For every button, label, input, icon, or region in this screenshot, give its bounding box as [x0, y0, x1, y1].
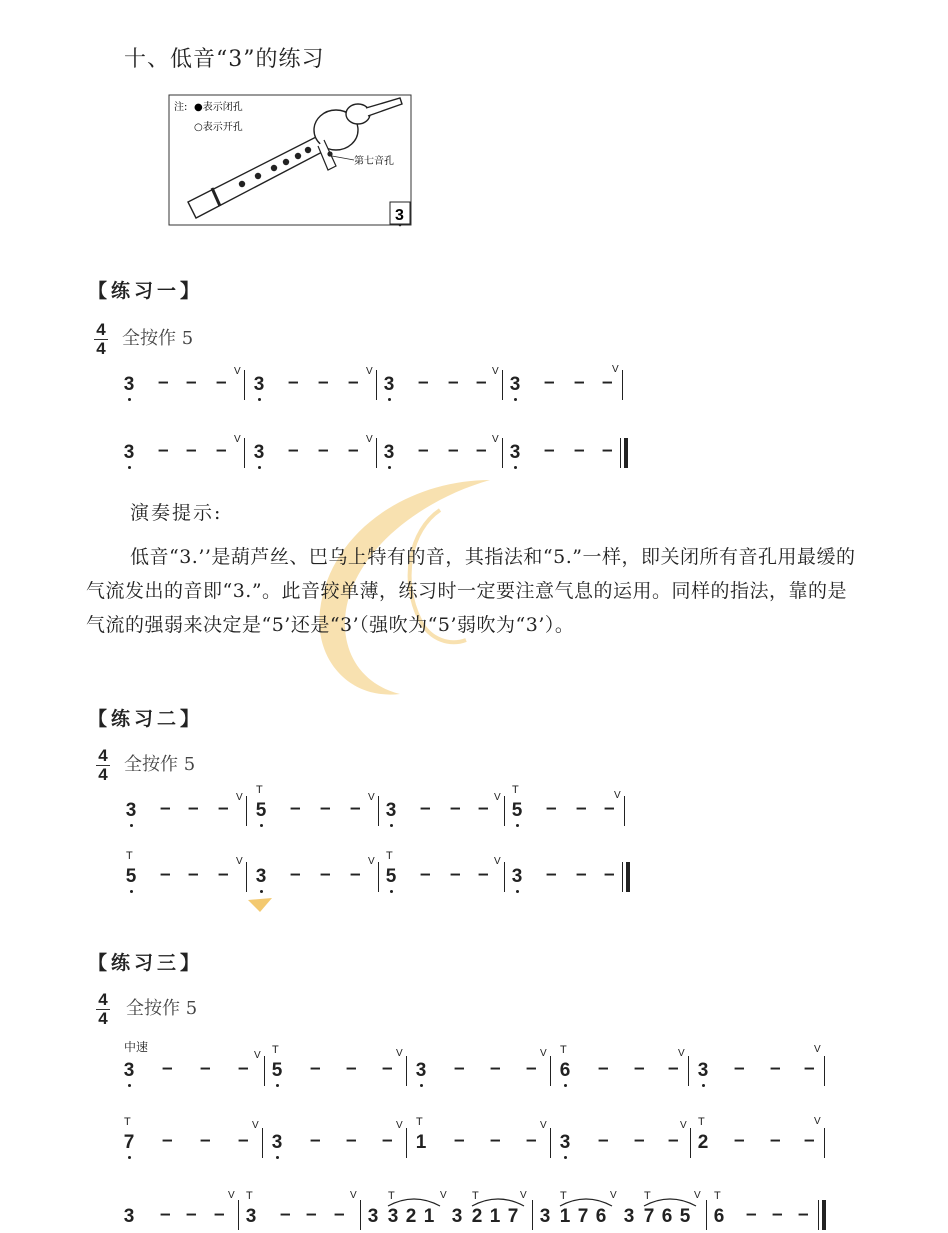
barline: [504, 796, 505, 826]
dash: –: [476, 440, 487, 461]
breath-mark: V: [366, 366, 373, 377]
note: 2 T: [471, 1190, 483, 1227]
note: 7: [577, 1206, 589, 1227]
dash: –: [420, 798, 431, 819]
breath-mark: V: [236, 856, 243, 867]
note: 1 T: [415, 1116, 427, 1153]
barline: [532, 1200, 533, 1230]
note: 3: [124, 800, 138, 822]
note: 3: [254, 866, 268, 888]
dash: –: [186, 1204, 197, 1225]
dash: –: [418, 372, 429, 393]
meter-denominator: 4: [96, 339, 106, 358]
breath-mark: V: [368, 792, 375, 803]
dash: –: [288, 372, 299, 393]
dash: –: [490, 1130, 501, 1151]
note: 5 T: [510, 800, 524, 822]
page-title: 十、低音“3”的练习: [124, 47, 325, 72]
dash: –: [546, 798, 557, 819]
breath-mark: V: [494, 856, 501, 867]
dash: –: [350, 798, 361, 819]
breath-mark: V: [814, 1116, 821, 1127]
note: 3: [382, 442, 396, 464]
dash: –: [162, 1058, 173, 1079]
note: 3: [623, 1206, 635, 1227]
note: 3 T: [245, 1190, 257, 1227]
breath-mark: V: [236, 792, 243, 803]
breath-mark: V: [520, 1190, 527, 1201]
dash: –: [448, 440, 459, 461]
breath-mark: V: [678, 1048, 685, 1059]
dash: –: [238, 1130, 249, 1151]
barline: [238, 1200, 239, 1230]
dash: –: [188, 798, 199, 819]
dash: –: [188, 864, 199, 885]
tips-heading: 演奏提示:: [130, 502, 223, 524]
barline: [502, 438, 503, 468]
note: 3: [382, 374, 396, 396]
legend-prefix: 注:: [174, 102, 188, 113]
dash: –: [450, 798, 461, 819]
note: 3: [367, 1206, 379, 1227]
dash: –: [218, 798, 229, 819]
note: 7: [507, 1206, 519, 1227]
dash: –: [288, 440, 299, 461]
breath-mark: V: [814, 1044, 821, 1055]
dash: –: [602, 440, 613, 461]
note: 3: [508, 442, 522, 464]
dash: –: [734, 1058, 745, 1079]
dash: –: [746, 1204, 757, 1225]
note: 3: [558, 1132, 572, 1154]
breath-mark: V: [614, 790, 621, 801]
note: 3: [539, 1206, 551, 1227]
note: 3: [252, 374, 266, 396]
hulusi-fingering-diagram: [168, 94, 413, 228]
note: 1: [489, 1206, 501, 1227]
dash: –: [478, 864, 489, 885]
legend-open: ○表示开孔: [194, 122, 243, 133]
dash: –: [280, 1204, 291, 1225]
final-barline: [818, 1200, 826, 1230]
dash: –: [318, 372, 329, 393]
dash: –: [218, 864, 229, 885]
note: 6 T: [713, 1190, 725, 1227]
meter-denominator: 4: [98, 765, 108, 784]
note: 1 T: [559, 1190, 571, 1227]
watermark-fragment: [248, 898, 272, 912]
dash: –: [544, 440, 555, 461]
exercise3-heading: 【练习三】: [88, 952, 204, 974]
dash: –: [526, 1058, 537, 1079]
dash: –: [382, 1058, 393, 1079]
dash: –: [158, 372, 169, 393]
exercise1-fingering: 全按作 5: [122, 328, 194, 349]
barline: [502, 370, 503, 400]
barline: [378, 796, 379, 826]
note: 5: [679, 1206, 691, 1227]
note: 3: [123, 1206, 135, 1227]
barline: [690, 1128, 691, 1158]
dash: –: [310, 1058, 321, 1079]
dash: –: [290, 864, 301, 885]
barline: [706, 1200, 707, 1230]
dash: –: [634, 1058, 645, 1079]
barline: [376, 370, 377, 400]
exercise3-fingering: 全按作 5: [126, 998, 198, 1019]
dash: –: [478, 798, 489, 819]
note: 3: [696, 1060, 710, 1082]
dash: –: [334, 1204, 345, 1225]
barline: [406, 1056, 407, 1086]
dash: –: [576, 798, 587, 819]
breath-mark: V: [440, 1190, 447, 1201]
meter-numerator: 4: [98, 990, 108, 1009]
final-barline: [620, 438, 628, 468]
note: 3: [384, 800, 398, 822]
breath-mark: V: [494, 792, 501, 803]
note: 7 T: [643, 1190, 655, 1227]
barline: [688, 1056, 689, 1086]
exercise2-time-signature: [96, 748, 110, 783]
note: 3: [252, 442, 266, 464]
barline: [550, 1128, 551, 1158]
exercise1-heading: 【练习一】: [88, 280, 204, 302]
breath-mark: V: [610, 1190, 617, 1201]
dash: –: [770, 1130, 781, 1151]
breath-mark: V: [540, 1120, 547, 1131]
breath-mark: V: [680, 1120, 687, 1131]
barline: [504, 862, 505, 892]
dash: –: [290, 798, 301, 819]
dash: –: [310, 1130, 321, 1151]
exercise3-time-signature: [96, 992, 110, 1027]
breath-mark: V: [252, 1120, 259, 1131]
breath-mark: V: [366, 434, 373, 445]
note: 3: [270, 1132, 284, 1154]
barline: [550, 1056, 551, 1086]
dash: –: [454, 1058, 465, 1079]
dash: –: [382, 1130, 393, 1151]
dash: –: [598, 1130, 609, 1151]
barline: [624, 796, 625, 826]
dash: –: [216, 372, 227, 393]
dash: –: [602, 372, 613, 393]
breath-mark: V: [234, 434, 241, 445]
breath-mark: V: [228, 1190, 235, 1201]
dash: –: [200, 1058, 211, 1079]
dash: –: [798, 1204, 809, 1225]
exercise2-heading: 【练习二】: [88, 708, 204, 730]
dash: –: [454, 1130, 465, 1151]
note: 3: [508, 374, 522, 396]
barline: [246, 862, 247, 892]
breath-mark: V: [396, 1120, 403, 1131]
meter-denominator: 4: [98, 1009, 108, 1028]
note: 3: [122, 374, 136, 396]
dash: –: [418, 440, 429, 461]
dash: –: [306, 1204, 317, 1225]
breath-mark: V: [368, 856, 375, 867]
note: 6: [595, 1206, 607, 1227]
note: 5 T: [270, 1060, 284, 1082]
breath-mark: V: [612, 364, 619, 375]
breath-mark: V: [492, 366, 499, 377]
dash: –: [490, 1058, 501, 1079]
dash: –: [804, 1058, 815, 1079]
barline: [246, 796, 247, 826]
barline: [376, 438, 377, 468]
dash: –: [574, 440, 585, 461]
breath-mark: V: [492, 434, 499, 445]
note: 7 T: [122, 1132, 136, 1154]
dash: –: [346, 1130, 357, 1151]
dash: –: [526, 1130, 537, 1151]
dash: –: [604, 864, 615, 885]
dash: –: [574, 372, 585, 393]
dash: –: [350, 864, 361, 885]
dash: –: [216, 440, 227, 461]
breath-mark: V: [694, 1190, 701, 1201]
dash: –: [634, 1130, 645, 1151]
dash: –: [546, 864, 557, 885]
exercise1-time-signature: [94, 322, 108, 357]
slur-mark: [558, 1196, 614, 1208]
barline: [824, 1056, 825, 1086]
final-barline: [622, 862, 630, 892]
dash: –: [318, 440, 329, 461]
dash: –: [214, 1204, 225, 1225]
breath-mark: V: [234, 366, 241, 377]
barline: [360, 1200, 361, 1230]
note: 2 T: [697, 1116, 709, 1153]
meter-numerator: 4: [98, 746, 108, 765]
note: 3 T: [387, 1190, 399, 1227]
dash: –: [346, 1058, 357, 1079]
meter-numerator: 4: [96, 320, 106, 339]
dash: –: [668, 1130, 679, 1151]
dash: –: [160, 864, 171, 885]
dash: –: [320, 864, 331, 885]
barline: [262, 1128, 263, 1158]
note: 3: [122, 1060, 136, 1082]
dash: –: [160, 798, 171, 819]
dash: –: [420, 864, 431, 885]
barline: [406, 1128, 407, 1158]
breath-mark: V: [254, 1050, 261, 1061]
dash: –: [158, 440, 169, 461]
note: 5 T: [124, 866, 138, 888]
dash: –: [604, 798, 615, 819]
dash: –: [770, 1058, 781, 1079]
dash: –: [476, 372, 487, 393]
dash: –: [320, 798, 331, 819]
breath-mark: V: [540, 1048, 547, 1059]
note: 6 T: [558, 1060, 572, 1082]
dash: –: [186, 440, 197, 461]
slur-mark: [386, 1196, 442, 1208]
note: 6: [661, 1206, 673, 1227]
dash: –: [200, 1130, 211, 1151]
slur-mark: [642, 1196, 698, 1208]
note: 3: [122, 442, 136, 464]
barline: [622, 370, 623, 400]
dash: –: [804, 1130, 815, 1151]
dash: –: [544, 372, 555, 393]
dash: –: [348, 440, 359, 461]
dash: –: [160, 1204, 171, 1225]
dash: –: [598, 1058, 609, 1079]
note: 3: [414, 1060, 428, 1082]
breath-mark: V: [396, 1048, 403, 1059]
dash: –: [162, 1130, 173, 1151]
dash: –: [576, 864, 587, 885]
note: 5 T: [254, 800, 268, 822]
barline: [244, 370, 245, 400]
dash: –: [772, 1204, 783, 1225]
dash: –: [348, 372, 359, 393]
dash: –: [448, 372, 459, 393]
dash: –: [734, 1130, 745, 1151]
barline: [264, 1056, 265, 1086]
note-box-value: 3: [395, 207, 404, 224]
barline: [244, 438, 245, 468]
breath-mark: V: [350, 1190, 357, 1201]
barline: [378, 862, 379, 892]
tips-paragraph: 低音“3.’’是葫芦丝、巴乌上特有的音，其指法和“5.”一样，即关闭所有音孔用最缓的气流发出的音即“3.”。此音较单薄，练习时一定要注意气息的运用。同样的指法，靠的是气流的强弱来决定是“5’还是“3’（强吹为“5’弱吹为“3’）。: [86, 546, 856, 636]
dash: –: [668, 1058, 679, 1079]
seventh-hole-label: 第七音孔: [354, 156, 394, 167]
slur-mark: [470, 1196, 526, 1208]
legend-closed: ●表示闭孔: [194, 102, 243, 113]
exercise2-fingering: 全按作 5: [124, 754, 196, 775]
barline: [824, 1128, 825, 1158]
note: 3: [451, 1206, 463, 1227]
note: 5 T: [384, 866, 398, 888]
dash: –: [450, 864, 461, 885]
note: 1: [423, 1206, 435, 1227]
note: 2: [405, 1206, 417, 1227]
dash: –: [186, 372, 197, 393]
dash: –: [238, 1058, 249, 1079]
tempo-marking: 中速: [124, 1040, 149, 1054]
note: 3: [510, 866, 524, 888]
